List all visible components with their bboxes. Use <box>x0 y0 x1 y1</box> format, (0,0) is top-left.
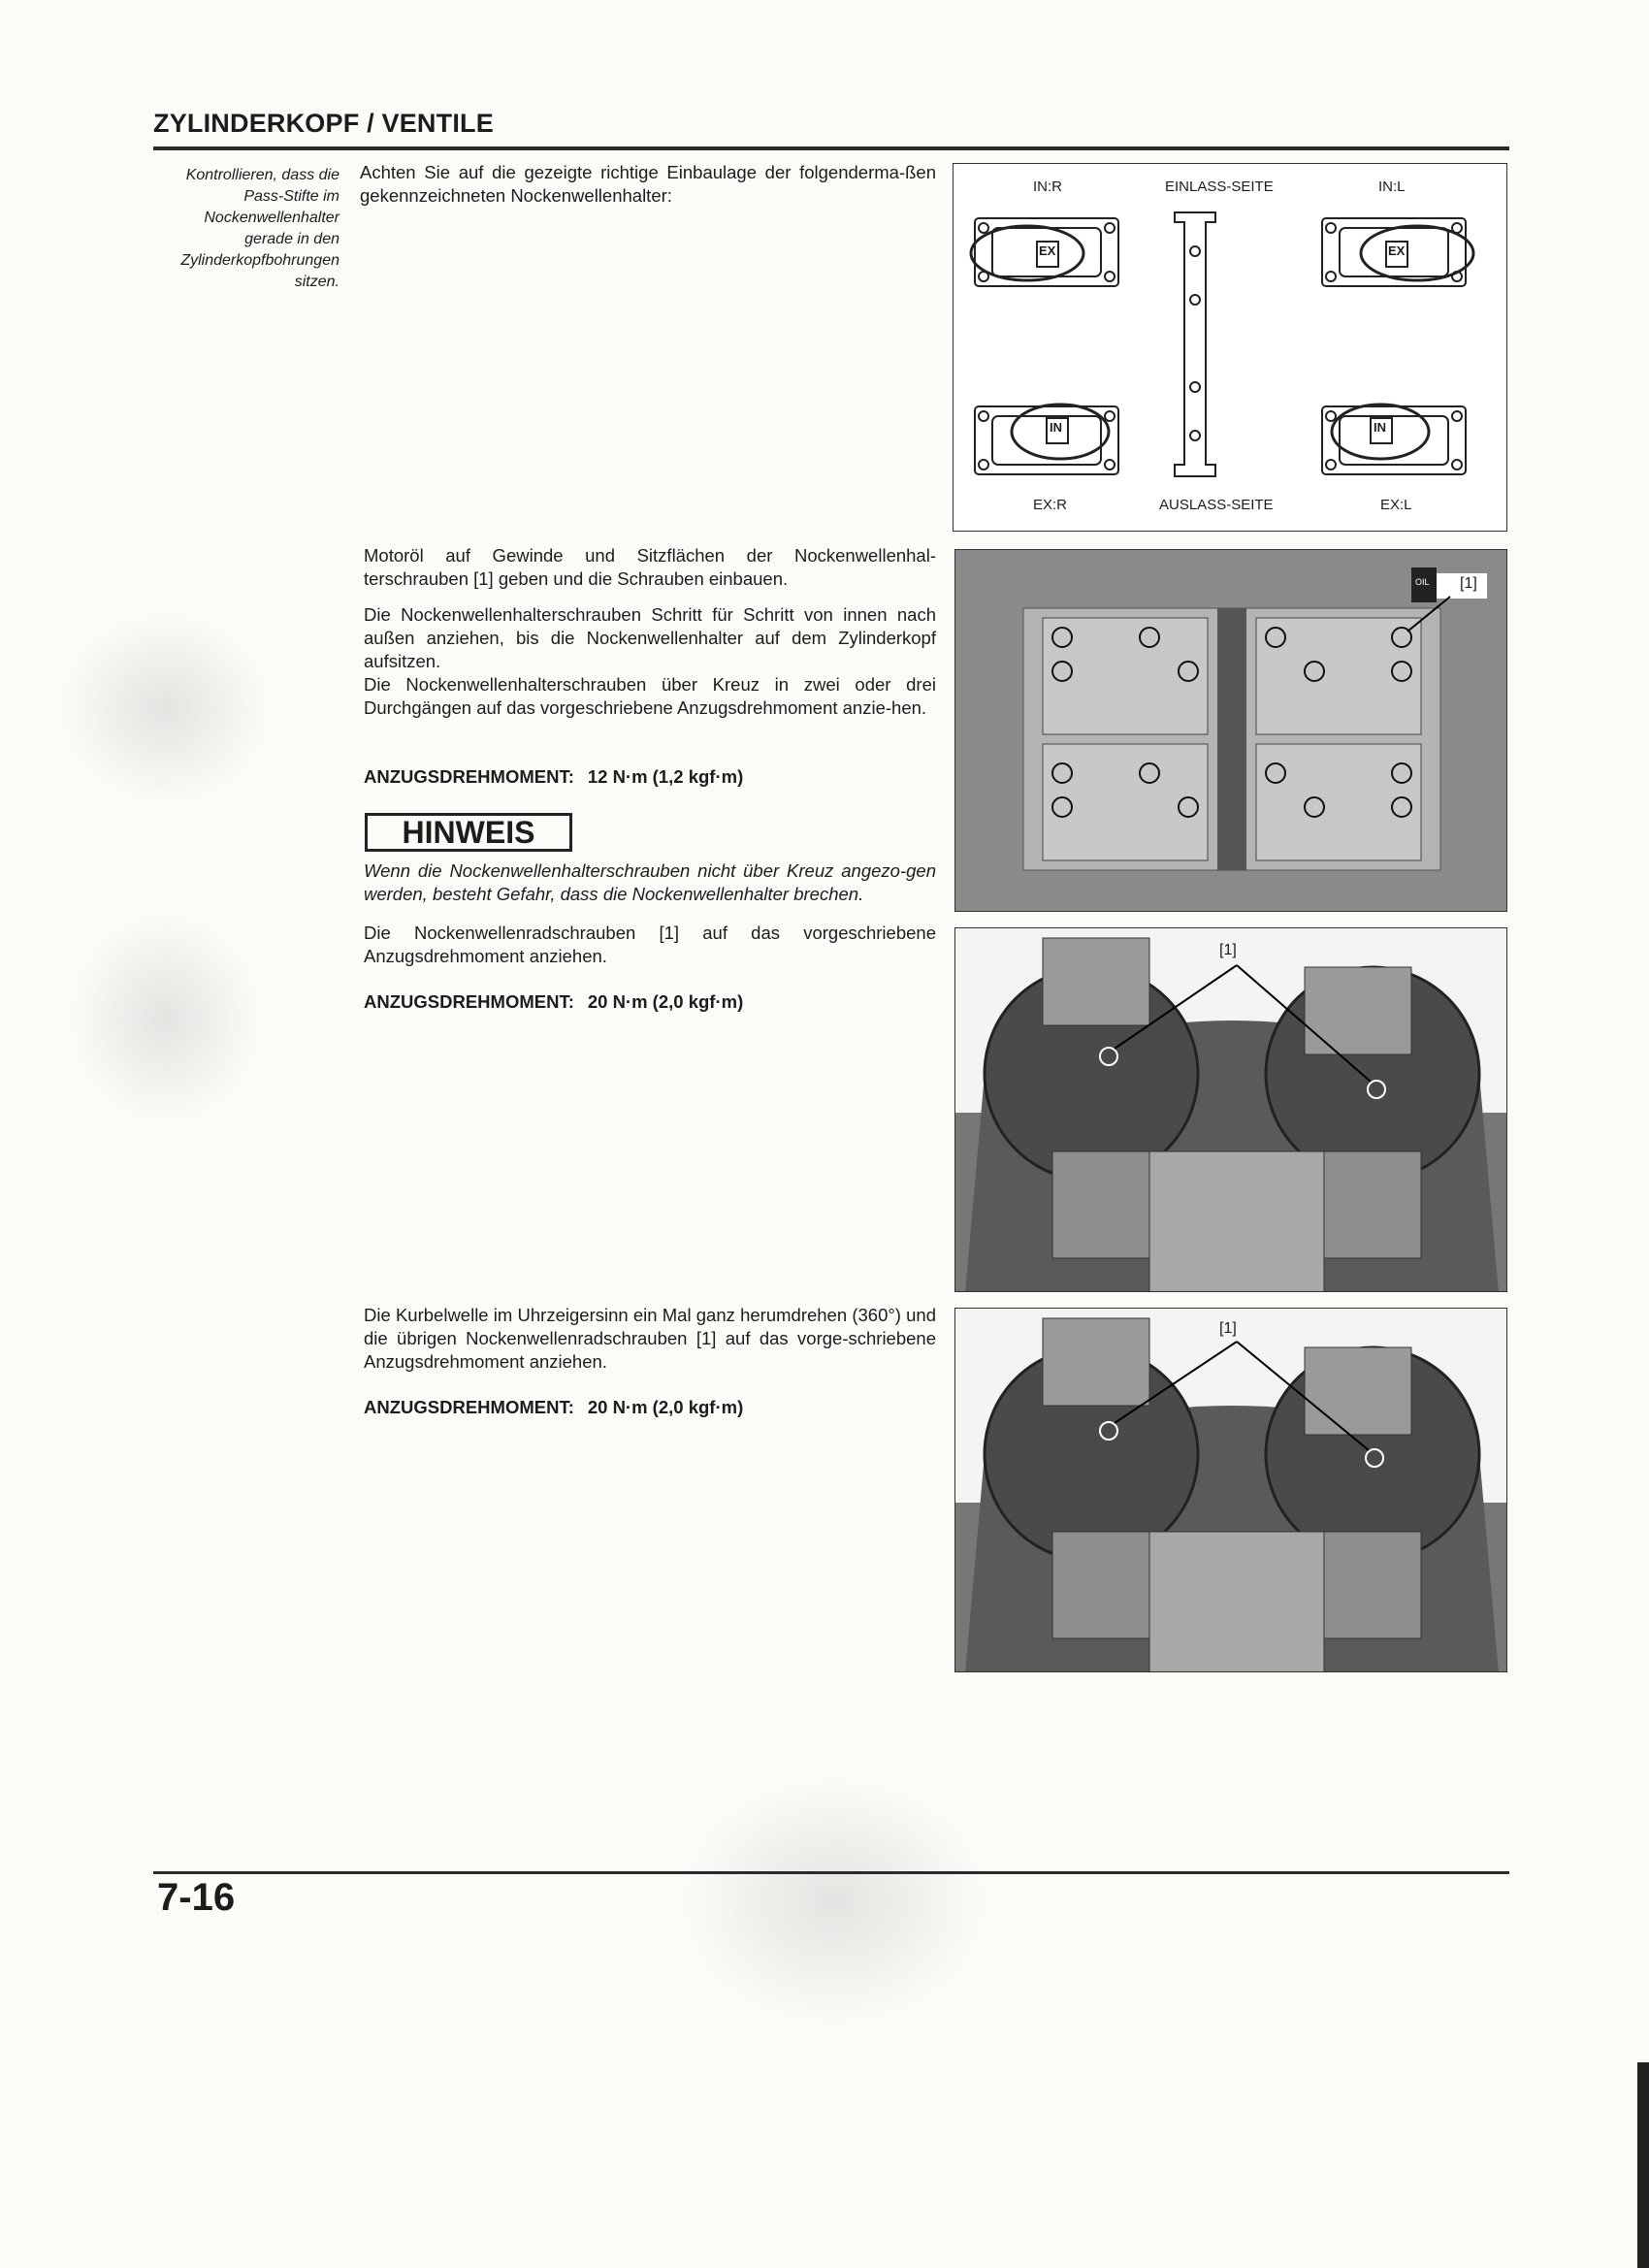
scan-smudge <box>68 912 262 1125</box>
holder-drawing <box>954 164 1507 532</box>
side-note: Kontrollieren, dass die Pass-Stifte im Nockenwellenhalter gerade in den Zylinderkopfbohrungen sitzen. <box>180 167 340 290</box>
photo-3-drawing <box>955 1309 1507 1672</box>
label-auslass-seite: AUSLASS-SEITE <box>1159 497 1274 513</box>
torque-label: ANZUGSDREHMOMENT: <box>364 766 574 787</box>
step4-torque <box>364 1397 743 1418</box>
bottom-rule <box>153 1871 1509 1874</box>
camshaft-holder-diagram <box>953 163 1507 532</box>
cam-sprocket-photo-2 <box>954 1308 1507 1672</box>
hinweis-text: Wenn die Nockenwellenhalterschrauben nicht über Kreuz angezo-gen werden, besteht Gefahr, dass die Nockenwellenhalter brechen. <box>364 860 936 904</box>
mark-ex-r: EX <box>1039 243 1056 258</box>
label-ex-l: EX:L <box>1380 497 1412 513</box>
torque-value: 12 N·m (1,2 kgf·m) <box>587 766 744 787</box>
torque-value: 20 N·m (2,0 kgf·m) <box>587 991 744 1012</box>
scan-edge-shadow <box>1637 2062 1649 2268</box>
cam-sprocket-photo-1 <box>954 927 1507 1292</box>
page-number: 7-16 <box>157 1876 236 1919</box>
torque-label: ANZUGSDREHMOMENT: <box>364 991 574 1012</box>
torque-value: 20 N·m (2,0 kgf·m) <box>587 1397 744 1417</box>
label-in-r: IN:R <box>1033 178 1062 195</box>
hinweis-box: HINWEIS <box>365 813 572 852</box>
oil-mark: OIL <box>1415 577 1430 587</box>
label-in-l: IN:L <box>1378 178 1406 195</box>
center-holder <box>1175 212 1215 476</box>
mark-ex-l: EX <box>1388 243 1406 258</box>
step4-text: Die Kurbelwelle im Uhrzeigersinn ein Mal ganz herumdrehen (360°) und die übrigen Nockenwellenradschrauben [1] auf das vorge-schriebene Anzugsdrehmoment anziehen. <box>364 1305 936 1372</box>
step2-text3: Die Nockenwellenhalterschrauben über Kreuz in zwei oder drei Durchgängen auf das vorgeschriebene Anzugsdrehmoment anzie-hen. <box>364 674 936 718</box>
photo-3-callout: [1] <box>1219 1320 1237 1337</box>
scan-smudge <box>58 611 272 805</box>
label-einlass-seite: EINLASS-SEITE <box>1165 178 1274 195</box>
photo-1-drawing <box>955 550 1507 912</box>
photo-2-callout: [1] <box>1219 942 1237 958</box>
torque-label: ANZUGSDREHMOMENT: <box>364 1397 574 1417</box>
mark-in-r: IN <box>1050 420 1062 435</box>
step2-text2: Die Nockenwellenhalterschrauben Schritt für Schritt von innen nach außen anziehen, bis die Nockenwellenhalter auf dem Zylinderkopf aufsitzen. <box>364 604 936 671</box>
mark-in-l: IN <box>1374 420 1386 435</box>
scan-smudge <box>679 1775 989 2027</box>
step2-torque <box>364 766 743 788</box>
cylinder-head-photo-1 <box>954 549 1507 912</box>
section-title: ZYLINDERKOPF / VENTILE <box>153 109 494 138</box>
photo-2-drawing <box>955 928 1507 1292</box>
step3-text: Die Nockenwellenradschrauben [1] auf das vorgeschriebene Anzugsdrehmoment anziehen. <box>364 923 936 966</box>
top-rule <box>153 146 1509 150</box>
label-ex-r: EX:R <box>1033 497 1068 513</box>
step3-torque <box>364 991 743 1013</box>
photo-1-callout: [1] <box>1460 575 1477 592</box>
step1-text: Achten Sie auf die gezeigte richtige Einbaulage der folgenderma-ßen gekennzeichneten Nockenwellenhalter: <box>360 162 936 206</box>
step2-text1: Motoröl auf Gewinde und Sitzflächen der Nockenwellenhal-terschrauben [1] geben und die Schrauben einbauen. <box>364 545 936 589</box>
